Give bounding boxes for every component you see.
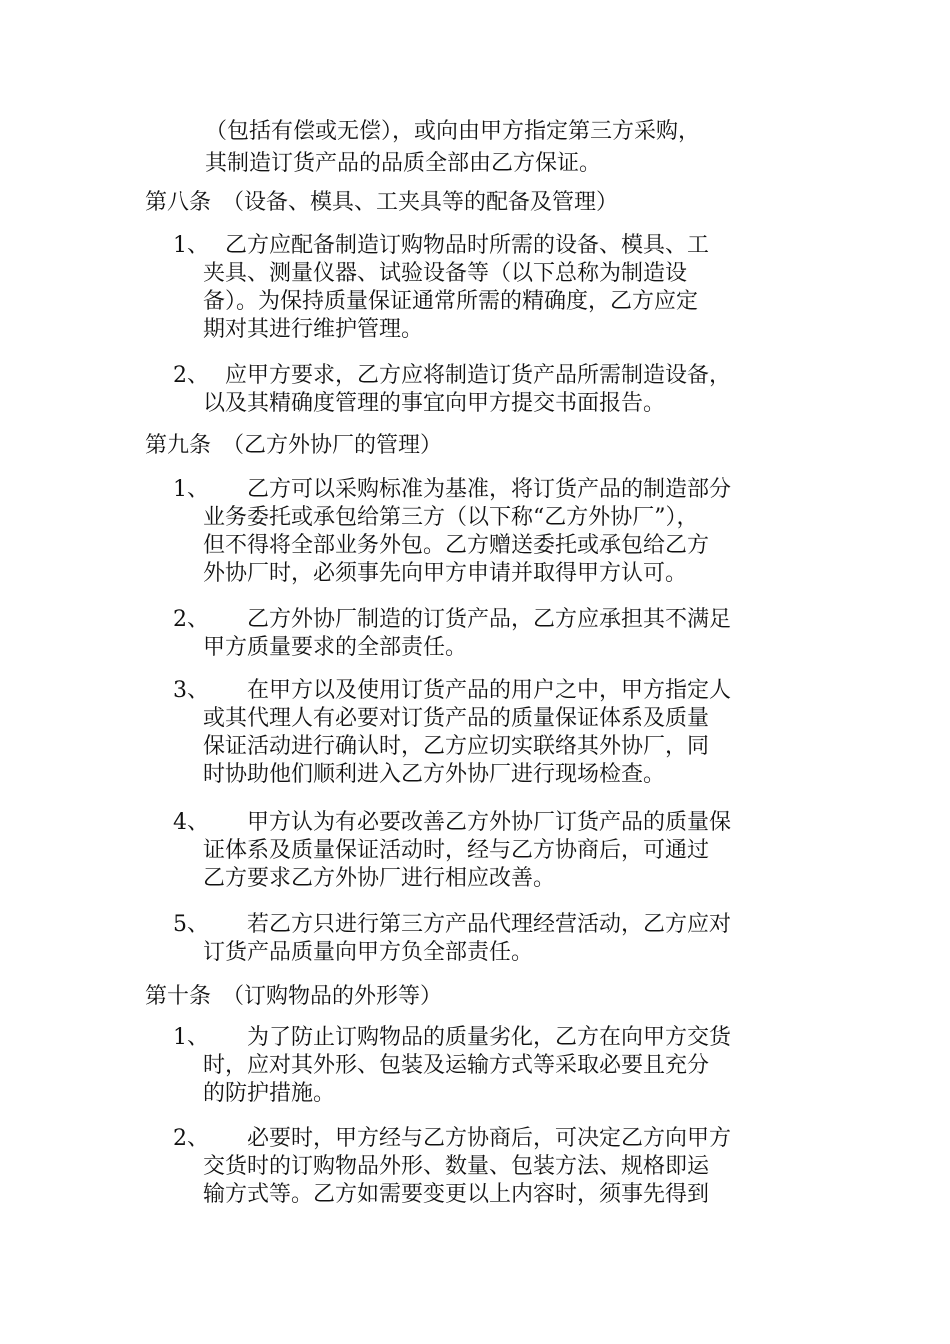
text-line: 乙方应配备制造订购物品时所需的设备、模具、工: [203, 233, 710, 258]
article-9-clause-1: [173, 476, 813, 588]
text-line: 证体系及质量保证活动时，经与乙方协商后，可通过: [203, 838, 710, 863]
text-line: 或其代理人有必要对订货产品的质量保证体系及质量: [203, 706, 710, 731]
article-8-heading: 第八条 （设备、模具、工夹具等的配备及管理）: [145, 190, 619, 215]
clause-number: 2、: [173, 363, 209, 388]
text-line: 时，应对其外形、包装及运输方式等采取必要且充分: [203, 1053, 710, 1078]
article-9-clause-4: [173, 809, 813, 893]
text-line: 若乙方只进行第三方产品代理经营活动，乙方应对: [203, 912, 732, 937]
clause-number: 5、: [173, 912, 209, 937]
text-line: 乙方要求乙方外协厂进行相应改善。: [203, 866, 556, 891]
text-line: 乙方可以采购标准为基准，将订货产品的制造部分: [203, 477, 732, 502]
article-8-clause-1: [173, 232, 813, 344]
article-9-clause-3: [173, 677, 813, 789]
clause-number: 1、: [173, 477, 209, 502]
clause-number: 1、: [173, 233, 209, 258]
text-line: 备）。为保持质量保证通常所需的精确度，乙方应定: [203, 289, 699, 314]
clause-number: 2、: [173, 1126, 209, 1151]
article-9-heading: 第九条 （乙方外协厂的管理）: [145, 433, 443, 458]
text-line: 乙方外协厂制造的订货产品，乙方应承担其不满足: [203, 607, 732, 632]
text-line: 期对其进行维护管理。: [203, 317, 424, 342]
text-line: 为了防止订购物品的质量劣化，乙方在向甲方交货: [203, 1025, 732, 1050]
text-line: 夹具、测量仪器、试验设备等（以下总称为制造设: [203, 261, 688, 286]
article-10-heading: 第十条 （订购物品的外形等）: [145, 984, 443, 1009]
article-9-clause-2: [173, 606, 813, 662]
text-line: 应甲方要求，乙方应将制造订货产品所需制造设备，: [203, 363, 732, 388]
text-line: 其制造订货产品的品质全部由乙方保证。: [205, 151, 602, 176]
text-line: 必要时，甲方经与乙方协商后，可决定乙方向甲方: [203, 1126, 732, 1151]
text-line: 输方式等。乙方如需要变更以上内容时，须事先得到: [203, 1182, 710, 1207]
article-9-clause-5: [173, 911, 813, 967]
text-line: 保证活动进行确认时，乙方应切实联络其外协厂，同: [203, 734, 710, 759]
article-8-clause-2: [173, 362, 813, 418]
text-line: 时协助他们顺利进入乙方外协厂进行现场检查。: [203, 762, 666, 787]
text-line: 交货时的订购物品外形、数量、包装方法、规格即运: [203, 1154, 710, 1179]
text-line: 的防护措施。: [203, 1081, 336, 1106]
article-10-clause-1: [173, 1024, 813, 1108]
text-line: 外协厂时，必须事先向甲方申请并取得甲方认可。: [203, 561, 688, 586]
article-10-clause-2: [173, 1125, 813, 1209]
clause-number: 2、: [173, 607, 209, 632]
text-line: 订货产品质量向甲方负全部责任。: [203, 940, 534, 965]
continuation-text: [205, 116, 815, 180]
text-line: 但不得将全部业务外包。乙方赠送委托或承包给乙方: [203, 533, 710, 558]
clause-number: 1、: [173, 1025, 209, 1050]
text-line: 甲方认为有必要改善乙方外协厂订货产品的质量保: [203, 810, 732, 835]
clause-number: 3、: [173, 678, 209, 703]
text-line: 甲方质量要求的全部责任。: [203, 635, 468, 660]
text-line: 业务委托或承包给第三方（以下称“乙方外协厂”），: [203, 505, 699, 530]
text-line: （包括有偿或无偿），或向由甲方指定第三方采购，: [205, 119, 701, 144]
text-line: 以及其精确度管理的事宜向甲方提交书面报告。: [203, 391, 666, 416]
text-line: 在甲方以及使用订货产品的用户之中，甲方指定人: [203, 678, 732, 703]
clause-number: 4、: [173, 810, 209, 835]
